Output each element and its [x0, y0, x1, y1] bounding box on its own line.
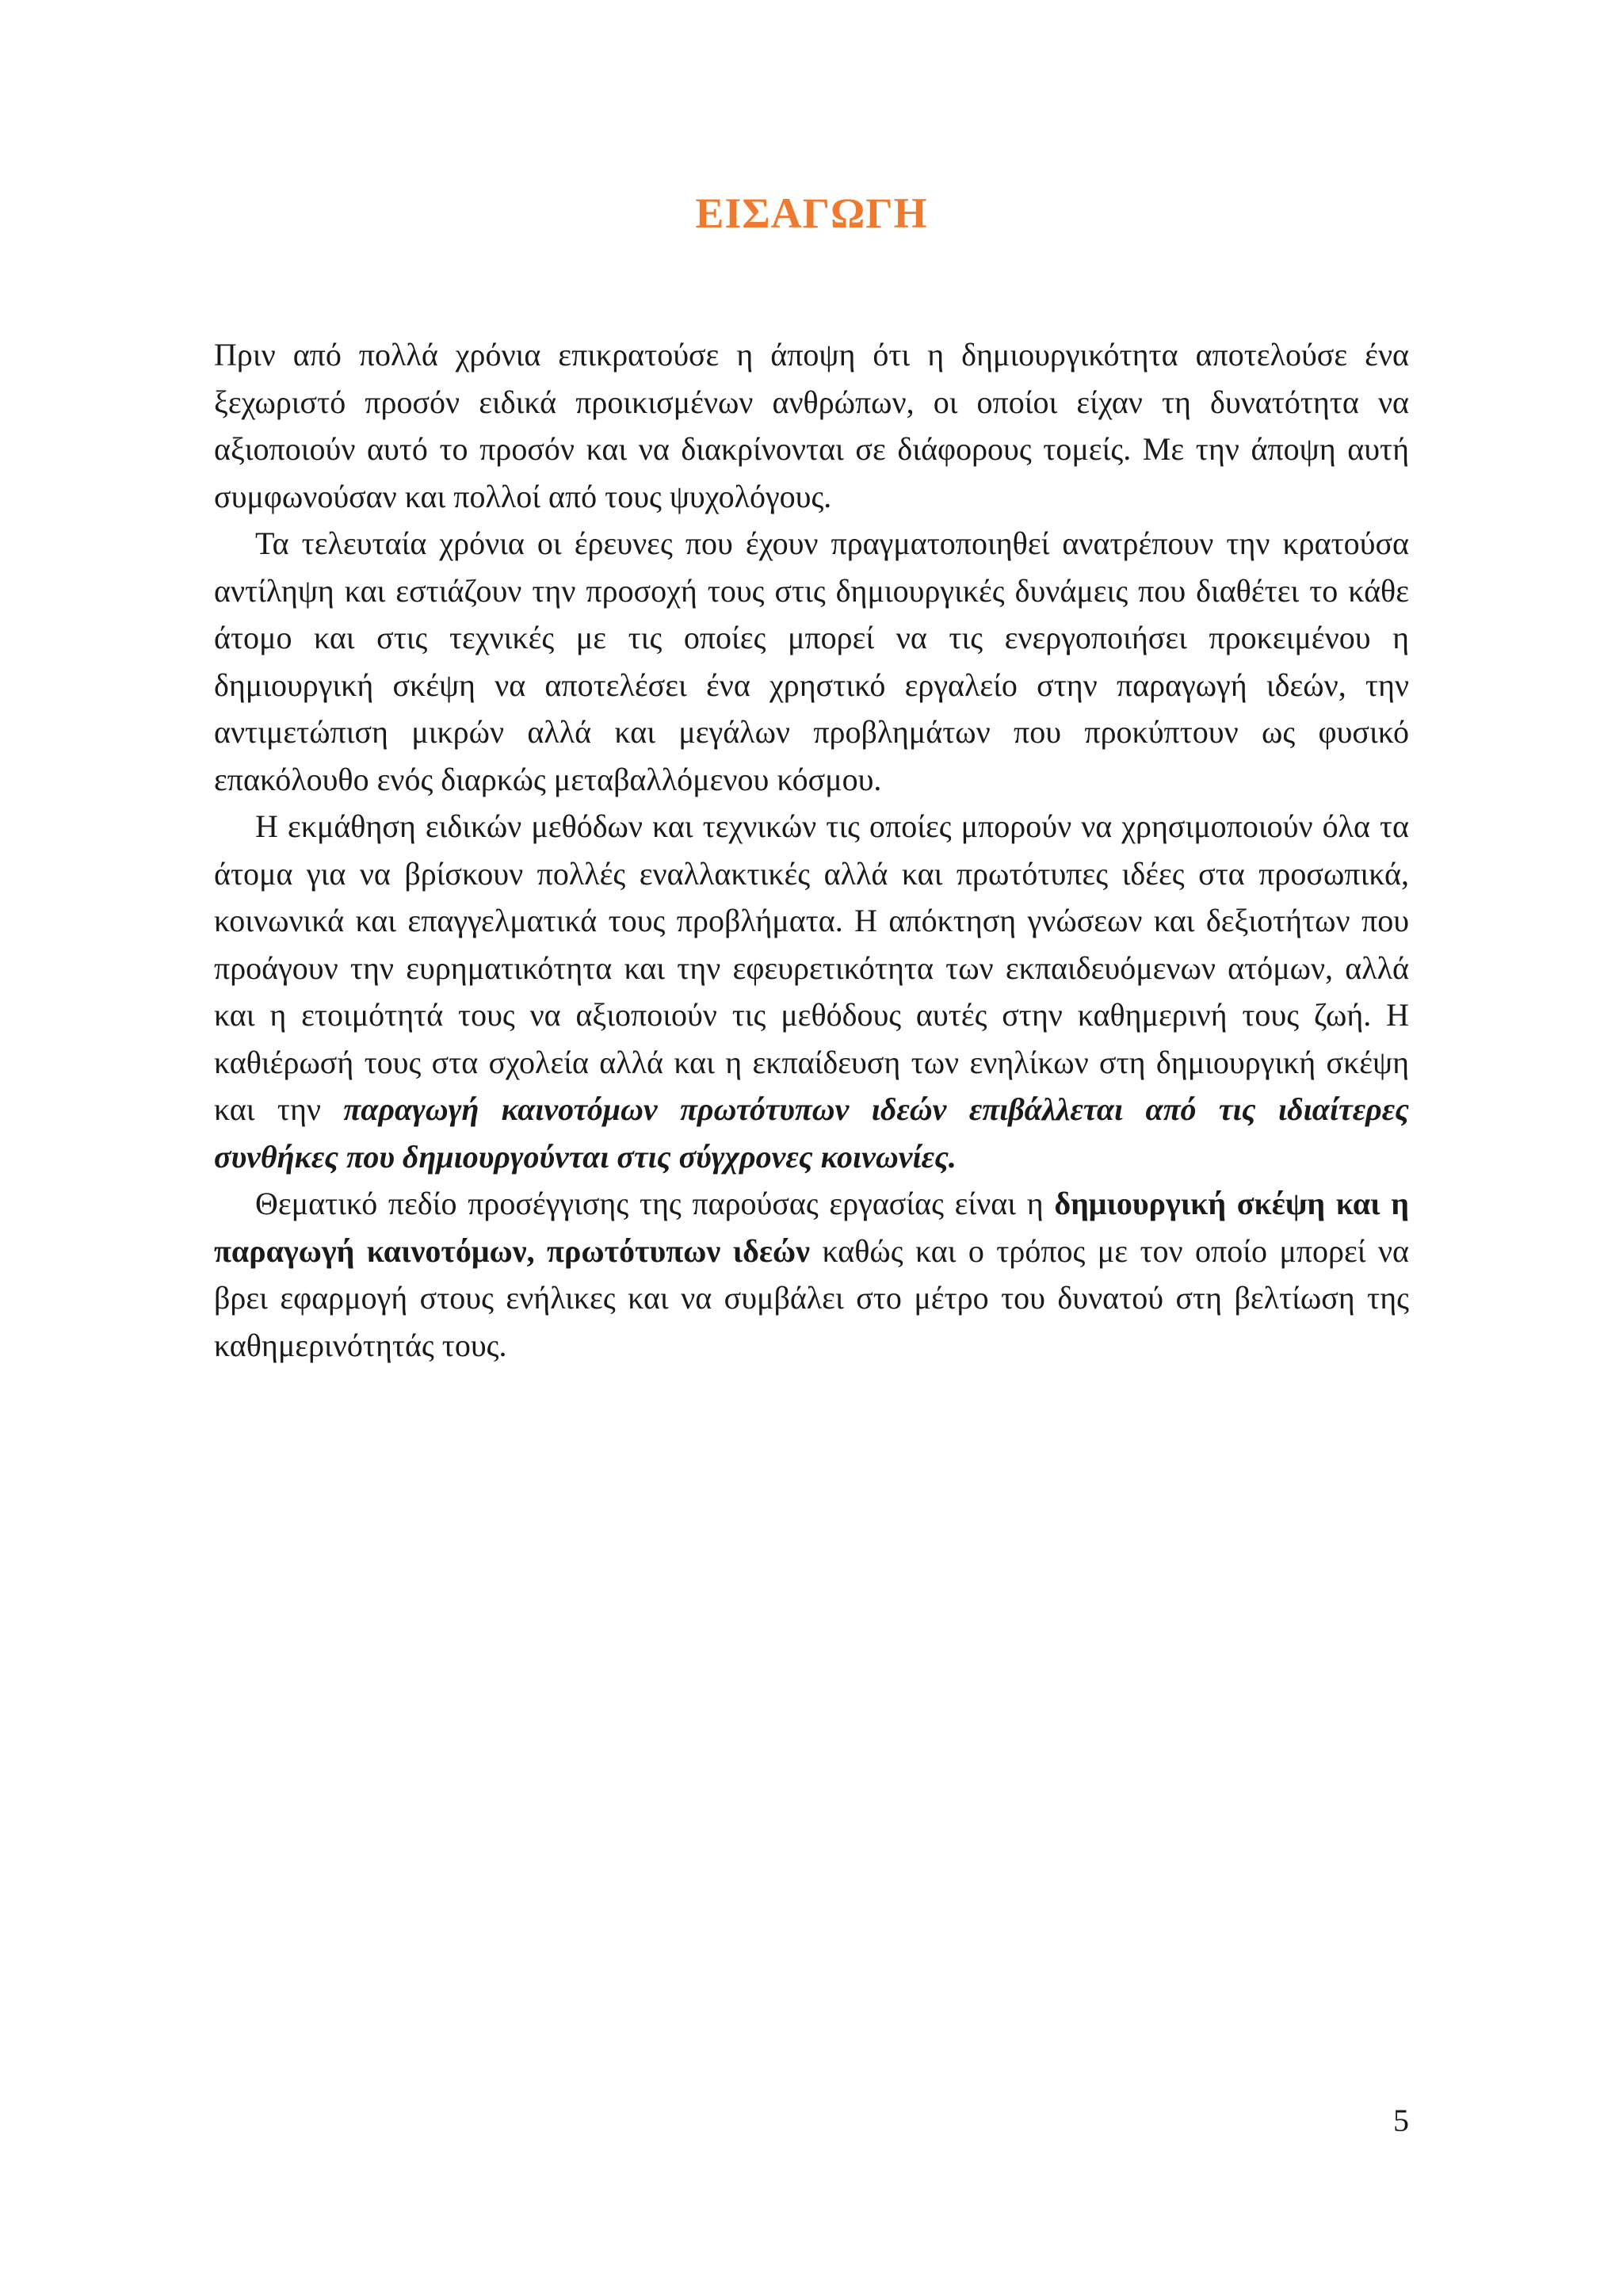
body-text [214, 331, 1409, 1369]
paragraph-4-text-before: Θεματικό πεδίο προσέγγισης της παρούσας εργασίας είναι η [255, 1186, 1055, 1221]
paragraph-2: Τα τελευταία χρόνια οι έρευνες που έχουν πραγματοποιηθεί ανατρέπουν την κρατούσα αντίληψη και εστιάζουν την προσοχή τους στις δημιουργικές δυνάμεις που διαθέτει το κάθε άτομο και στις τεχνικές με τις οποίες μπορεί να τις ενεργοποιήσει προκειμένου η δημιουργική σκέψη να αποτελέσει ένα χρηστικό εργαλείο στην παραγωγή ιδεών, την αντιμετώπιση μικρών αλλά και μεγάλων προβλημάτων που προκύπτουν ως φυσικό επακόλουθο ενός διαρκώς μεταβαλλόμενου κόσμου. [214, 525, 1409, 797]
paragraph-4 [214, 1180, 1409, 1369]
page-title: ΕΙΣΑΓΩΓΗ [695, 189, 928, 237]
paragraph-3 [214, 803, 1409, 1180]
paragraph-3-text: Η εκμάθηση ειδικών μεθόδων και τεχνικών τις οποίες μπορούν να χρησιμοποιούν όλα τα άτομα για να βρίσκουν πολλές εναλλακτικές αλλά και πρωτότυπες ιδέες στα προσωπικά, κοινωνικά και επαγγελματικά τους προβλήματα. Η απόκτηση γνώσεων και δεξιοτήτων που προάγουν την ευρηματικότητα και την εφευρετικότητα των εκπαιδευόμενων ατόμων, αλλά και η ετοιμότητά τους να αξιοποιούν τις μεθόδους αυτές στην καθημερινή τους ζωή. Η καθιέρωσή τους στα σχολεία αλλά και η εκπαίδευση των ενηλίκων στη δημιουργική σκέψη και την [214, 808, 1409, 1127]
paragraph-3-emphasis: παραγωγή καινοτόμων πρωτότυπων ιδεών επιβάλλεται από τις ιδιαίτερες συνθήκες που δημιουργούνται στις σύγχρονες κοινωνίες. [214, 1091, 1409, 1175]
paragraph-1: Πριν από πολλά χρόνια επικρατούσε η άποψη ότι η δημιουργικότητα αποτελούσε ένα ξεχωριστό προσόν ειδικά προικισμένων ανθρώπων, οι οποίοι είχαν τη δυνατότητα να αξιοποιούν αυτό το προσόν και να διακρίνονται σε διάφορους τομείς. Με την άποψη αυτή συμφωνούσαν και πολλοί από τους ψυχολόγους. [214, 337, 1409, 514]
page-number: 5 [1393, 2103, 1409, 2138]
paragraph-4-text-after: καθώς και ο τρόπος με τον οποίο μπορεί να βρει εφαρμογή στους ενήλικες και να συμβάλει στο μέτρο του δυνατού στη βελτίωση της καθημερινότητάς τους. [214, 1232, 1409, 1363]
paragraph-4-emphasis: δημιουργική σκέψη και η παραγωγή καινοτόμων, πρωτότυπων ιδεών [214, 1186, 1409, 1269]
